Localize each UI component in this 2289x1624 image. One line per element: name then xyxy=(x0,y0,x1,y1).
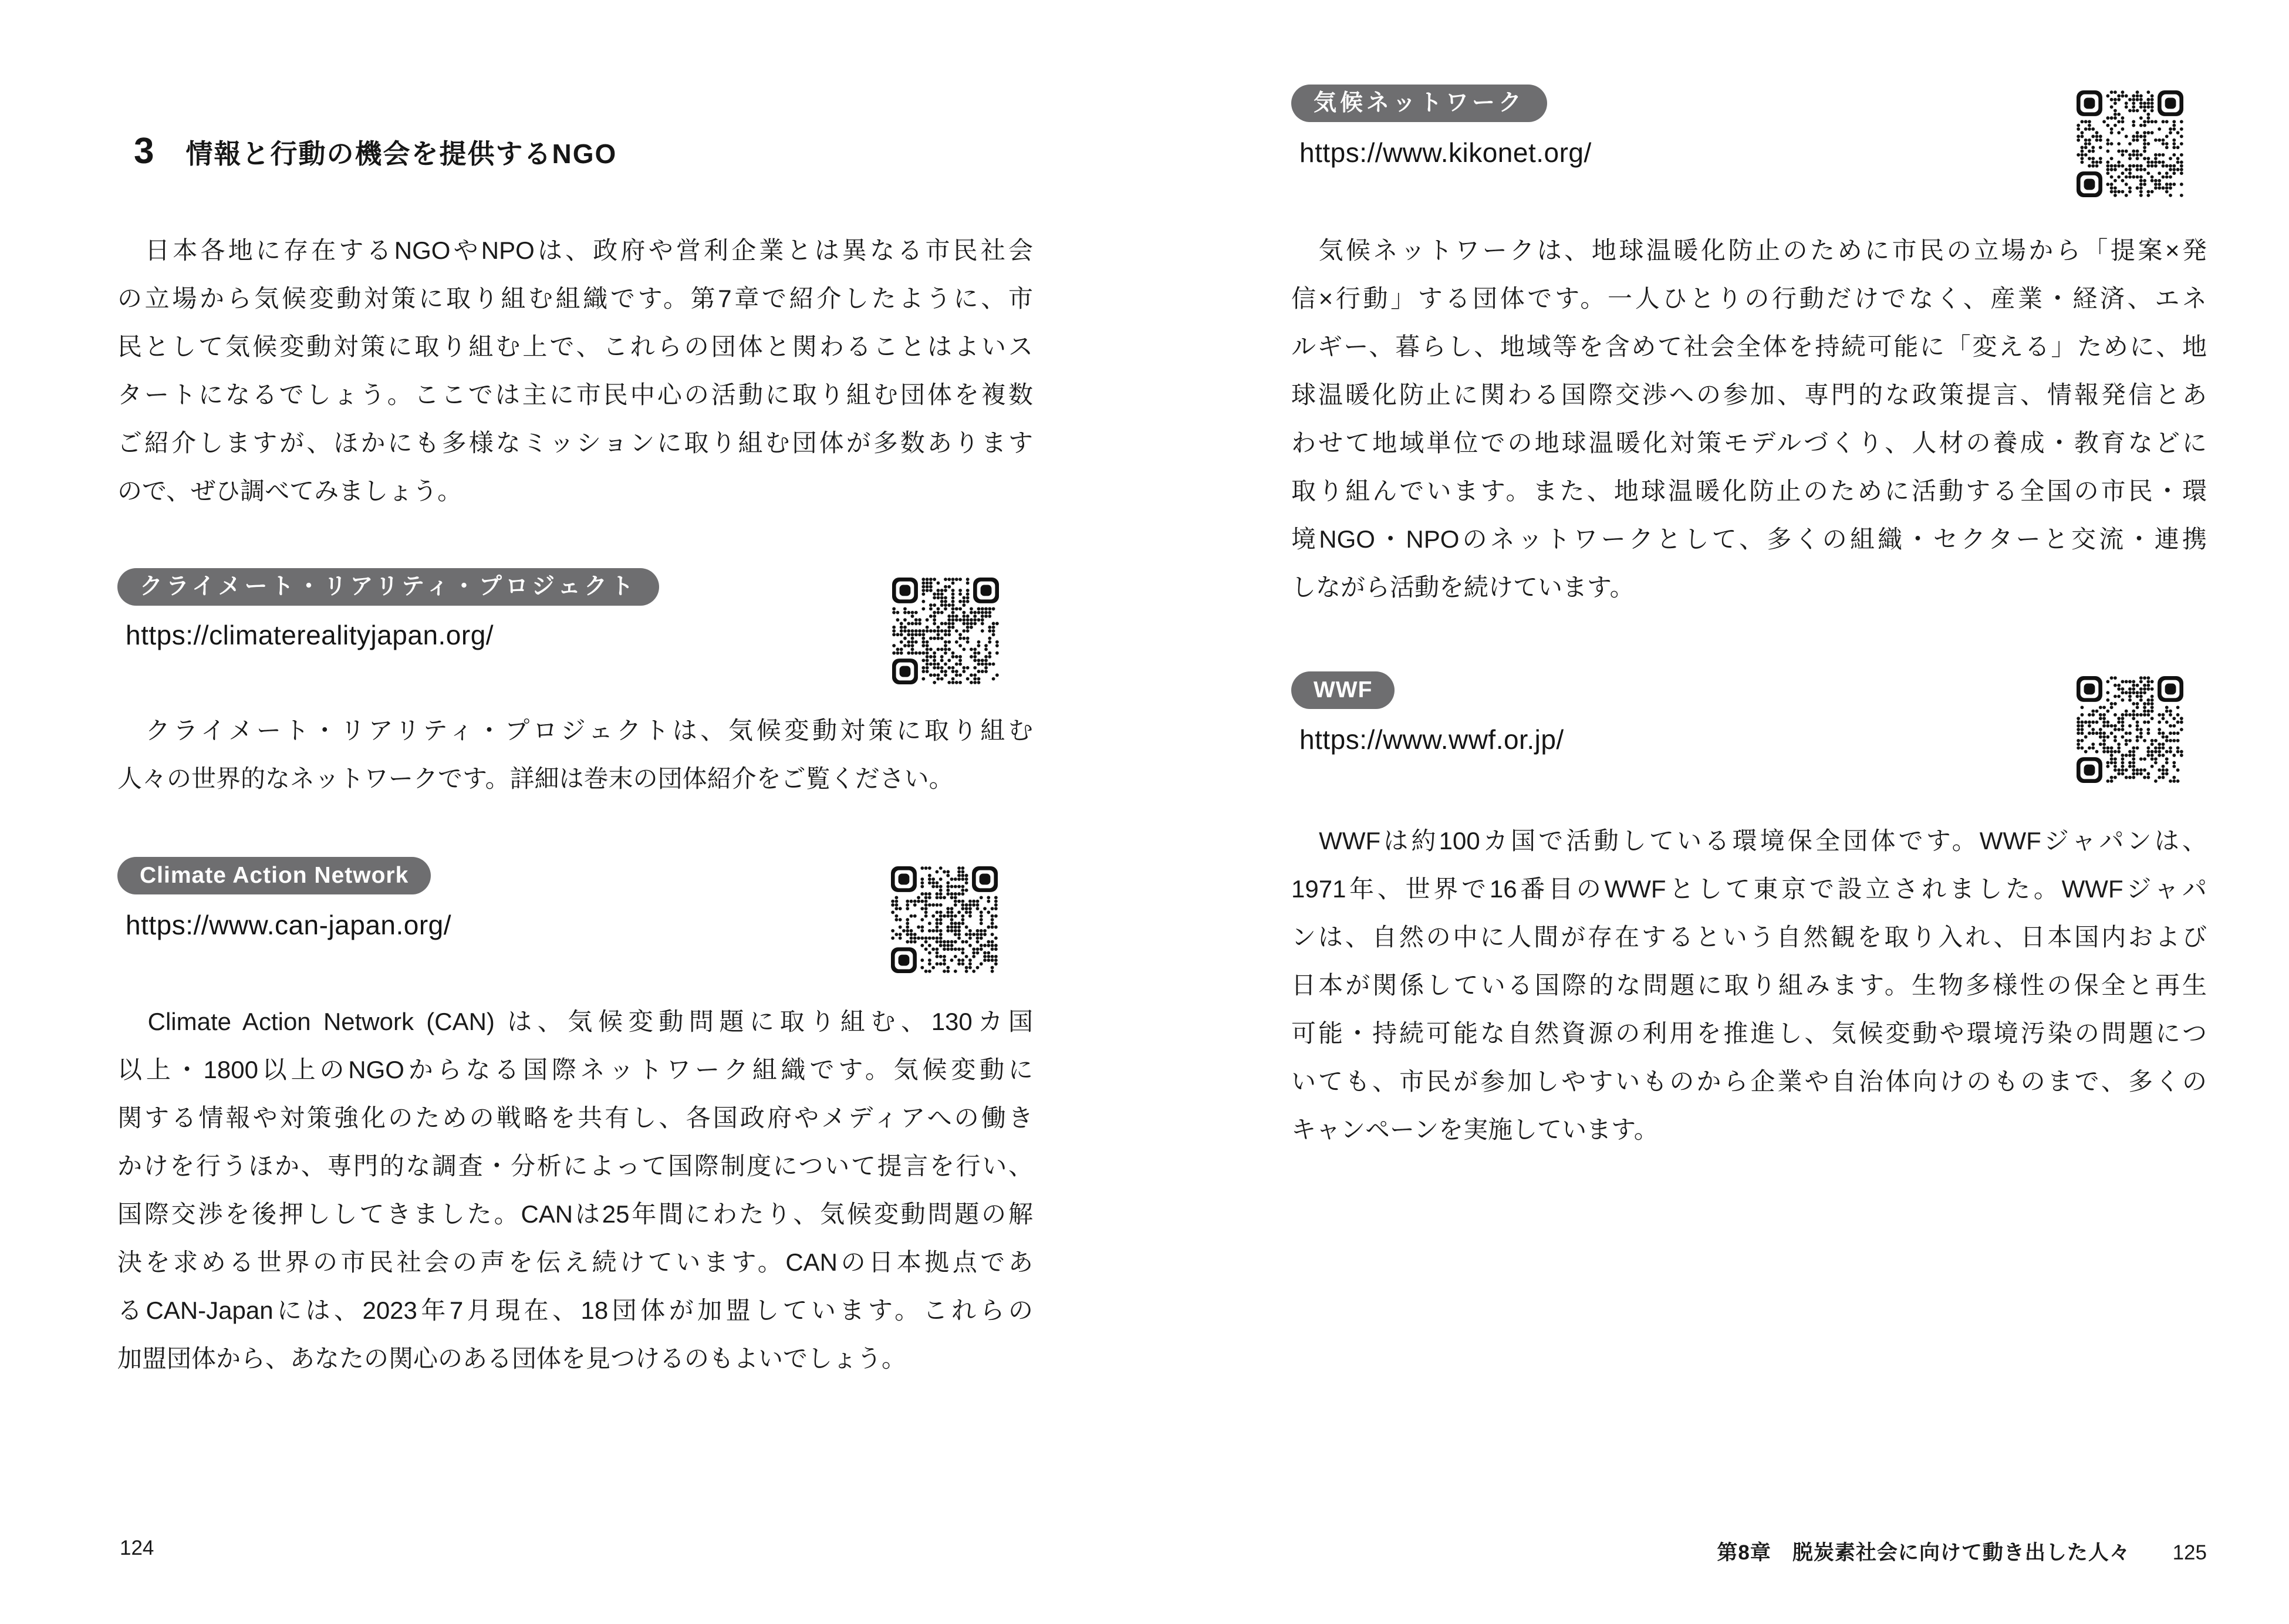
org-description-line: 国際交渉を後押ししてきました。CANは25年間にわたり、気候変動問題の解 xyxy=(117,1200,1033,1228)
org-description-line: 1971年、世界で16番目のWWFとして東京で設立されました。WWFジャパ xyxy=(1291,875,2207,903)
intro-paragraph-line: ので、ぜひ調べてみましょう。 xyxy=(117,477,462,505)
org-badge-climate-reality: クライメート・リアリティ・プロジェクト xyxy=(117,568,659,606)
org-badge-climate-action-network: Climate Action Network xyxy=(117,857,431,894)
org-url-climate-reality: https://climaterealityjapan.org/ xyxy=(126,620,494,650)
qr-code-icon xyxy=(891,866,998,973)
org-url-climate-action-network: https://www.can-japan.org/ xyxy=(126,910,452,940)
section-title: 情報と行動の機会を提供するNGO xyxy=(185,139,617,169)
org-description-line: 人々の世界的なネットワークです。詳細は巻末の団体紹介をご覧ください。 xyxy=(117,765,954,792)
intro-paragraph xyxy=(117,227,1033,515)
org-description-line: 日本が関係している国際的な問題に取り組みます。生物多様性の保全と再生 xyxy=(1291,971,2207,999)
org-description-line: るCAN-Japanには、2023年7月現在、18団体が加盟しています。これらの xyxy=(117,1297,1033,1324)
footer-chapter-title: 第8章 脱炭素社会に向けて動き出した人々 xyxy=(1717,1541,2131,1564)
footer-right xyxy=(1291,1537,2207,1566)
org-description-climate-reality xyxy=(117,707,1033,803)
org-url-kiko-network: https://www.kikonet.org/ xyxy=(1299,137,1592,168)
intro-paragraph-line: ご紹介しますが、ほかにも多様なミッションに取り組む団体が多数あります xyxy=(117,429,1033,457)
org-description-line: かけを行うほか、専門的な調査・分析によって国際制度について提言を行い、 xyxy=(117,1152,1033,1180)
org-description-line: わせて地域単位での地球温暖化対策モデルづくり、人材の養成・教育などに xyxy=(1291,429,2207,457)
org-description-line: 信×行動」する団体です。一人ひとりの行動だけでなく、産業・経済、エネ xyxy=(1291,285,2207,312)
section-number: 3 xyxy=(134,131,154,171)
qr-code-icon xyxy=(2077,90,2183,197)
org-description-line: キャンペーンを実施しています。 xyxy=(1291,1116,1659,1143)
intro-paragraph-line: の立場から気候変動対策に取り組む組織です。第7章で紹介したように、市 xyxy=(117,285,1033,312)
org-badge-kiko-network: 気候ネットワーク xyxy=(1291,85,1547,122)
page-number-right: 125 xyxy=(2172,1541,2207,1564)
org-description-line: Climate Action Network (CAN) は、気候変動問題に取り組む、130カ国 xyxy=(117,1008,1033,1035)
org-description-line: 取り組んでいます。また、地球温暖化防止のために活動する全国の市民・環 xyxy=(1291,477,2207,505)
org-description-line: しながら活動を続けています。 xyxy=(1291,573,1635,601)
org-description-line: 以上・1800以上のNGOからなる国際ネットワーク組織です。気候変動に xyxy=(117,1056,1033,1083)
org-description-line: 加盟団体から、あなたの関心のある団体を見つけるのもよいでしょう。 xyxy=(117,1345,907,1372)
section-heading xyxy=(134,130,617,172)
org-url-wwf: https://www.wwf.or.jp/ xyxy=(1299,724,1564,755)
org-description-line: ルギー、暮らし、地域等を含めて社会全体を持続可能に「変える」ために、地 xyxy=(1291,333,2207,360)
org-description-line: 決を求める世界の市民社会の声を伝え続けています。CANの日本拠点であ xyxy=(117,1248,1033,1276)
org-description-line: 気候ネットワークは、地球温暖化防止のために市民の立場から「提案×発 xyxy=(1291,237,2207,264)
org-description-line: クライメート・リアリティ・プロジェクトは、気候変動対策に取り組む xyxy=(117,717,1033,744)
org-description-line: 球温暖化防止に関わる国際交渉への参加、専門的な政策提言、情報発信とあ xyxy=(1291,381,2207,408)
org-description-line: 関する情報や対策強化のための戦略を共有し、各国政府やメディアへの働き xyxy=(117,1104,1033,1132)
org-description-climate-action-network xyxy=(117,998,1033,1383)
org-description-line: 境NGO・NPOのネットワークとして、多くの組織・セクターと交流・連携 xyxy=(1291,525,2207,553)
qr-code-icon xyxy=(2077,676,2183,783)
intro-paragraph-line: タートになるでしょう。ここでは主に市民中心の活動に取り組む団体を複数 xyxy=(117,381,1033,408)
page-number-left: 124 xyxy=(120,1537,154,1559)
org-description-line: 可能・持続可能な自然資源の利用を推進し、気候変動や環境汚染の問題につ xyxy=(1291,1019,2207,1047)
qr-code-icon xyxy=(892,578,999,684)
org-description-wwf xyxy=(1291,817,2207,1154)
org-description-kiko-network xyxy=(1291,227,2207,612)
org-description-line: いても、市民が参加しやすいものから企業や自治体向けのものまで、多くの xyxy=(1291,1068,2207,1095)
org-description-line: ンは、自然の中に人間が存在するという自然観を取り入れ、日本国内および xyxy=(1291,923,2207,951)
intro-paragraph-line: 日本各地に存在するNGOやNPOは、政府や営利企業とは異なる市民社会 xyxy=(117,237,1033,264)
org-badge-wwf: WWF xyxy=(1291,671,1395,709)
org-description-line: WWFは約100カ国で活動している環境保全団体です。WWFジャパンは、 xyxy=(1291,827,2207,855)
intro-paragraph-line: 民として気候変動対策に取り組む上で、これらの団体と関わることはよいス xyxy=(117,333,1033,360)
